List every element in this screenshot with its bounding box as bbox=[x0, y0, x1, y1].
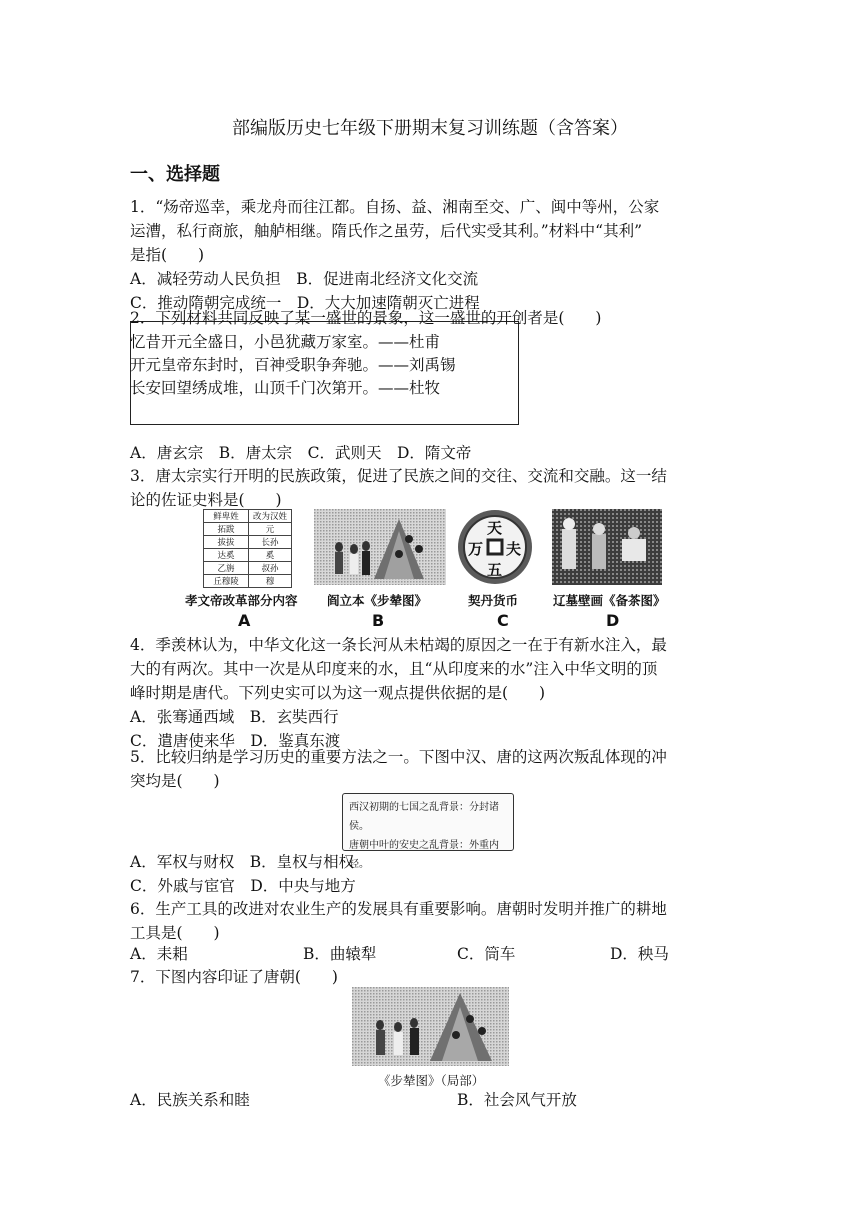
buniantu-detail-image bbox=[352, 987, 509, 1066]
table-cell: 长孙 bbox=[249, 536, 292, 549]
question-1-line: 1．“炀帝巡幸，乘龙舟而往江都。自扬、益、湘南至交、广、闽中等州，公家 bbox=[130, 198, 660, 216]
question-1-line: 运漕，私行商旅，舳舻相继。隋氏作之虽劳，后代实受其利。”材料中“其利” bbox=[130, 222, 643, 240]
question-4-line: 4．季羡林认为，中华文化这一条长河从未枯竭的原因之一在于有新水注入，最 bbox=[130, 636, 667, 654]
question-3-line: 论的佐证史料是( ) bbox=[130, 491, 282, 509]
question-6-option: C．筒车 bbox=[457, 945, 516, 963]
question-1-line: 是指( ) bbox=[130, 246, 205, 264]
question-7-option: A．民族关系和睦 bbox=[130, 1091, 250, 1109]
scroll-line: 唐朝中叶的安史之乱背景：外重内轻。 bbox=[349, 840, 499, 870]
option-letter: C bbox=[497, 611, 509, 630]
coin-character: 夫 bbox=[506, 540, 522, 558]
khitan-coin-image bbox=[457, 509, 533, 585]
tea-mural-image bbox=[552, 509, 662, 585]
question-6-line: 6．生产工具的改进对农业生产的发展具有重要影响。唐朝时发明并推广的耕地 bbox=[130, 900, 667, 918]
scroll-image bbox=[342, 793, 514, 870]
question-4-line: 大的有两次。其中一次是从印度来的水，且“从印度来的水”注入中华文明的顶 bbox=[130, 660, 658, 678]
question-1-option: C．推动隋朝完成统一 D．大大加速隋朝灭亡进程 bbox=[130, 294, 480, 312]
question-7-option: B．社会风气开放 bbox=[457, 1091, 577, 1109]
question-5-line: 5．比较归纳是学习历史的重要方法之一。下图中汉、唐的这两次叛乱体现的冲 bbox=[130, 748, 667, 766]
question-4-option: C．遣唐使来华 D．鉴真东渡 bbox=[130, 732, 341, 750]
table-row bbox=[204, 523, 292, 536]
question-2-options: A．唐玄宗 B．唐太宗 C．武则天 D．隋文帝 bbox=[130, 444, 472, 462]
question-5-option: C．外戚与宦官 D．中央与地方 bbox=[130, 877, 356, 895]
question-2-stem: 2．下列材料共同反映了某一盛世的景象，这一盛世的开创者是( ) bbox=[130, 309, 602, 327]
question-1-option: A．减轻劳动人民负担 B．促进南北经济文化交流 bbox=[130, 270, 479, 288]
poem-line: 长安回望绣成堆，山顶千门次第开。——杜牧 bbox=[130, 379, 441, 397]
surname-table bbox=[203, 509, 292, 588]
question-1 bbox=[130, 195, 732, 315]
image-caption: 孝文帝改革部分内容 bbox=[185, 593, 298, 608]
coin-character: 万 bbox=[468, 540, 484, 558]
question-5-line: 突均是( ) bbox=[130, 772, 220, 790]
buniantu-painting-image bbox=[314, 509, 446, 585]
option-letter: D bbox=[606, 611, 620, 630]
question-6-option: D．秧马 bbox=[610, 945, 669, 963]
image-caption: 《步辇图》（局部） bbox=[378, 1073, 485, 1088]
coin-character: 天 bbox=[487, 519, 503, 537]
table-cell: 乙旃 bbox=[204, 562, 249, 575]
table-row bbox=[204, 575, 292, 588]
coin-character: 五 bbox=[487, 561, 503, 579]
poem-line: 忆昔开元全盛日，小邑犹藏万家室。——杜甫 bbox=[130, 333, 441, 351]
table-cell: 拓跋 bbox=[204, 523, 249, 536]
option-letter: A bbox=[238, 611, 251, 630]
question-5-options bbox=[130, 850, 732, 898]
table-cell: 叔孙 bbox=[249, 562, 292, 575]
scroll-line: 西汉初期的七国之乱背景：分封诸侯。 bbox=[349, 802, 499, 832]
question-6-option: A．耒耜 bbox=[130, 945, 188, 963]
image-caption: 辽墓壁画《备茶图》 bbox=[553, 593, 666, 608]
table-row bbox=[204, 536, 292, 549]
section-heading: 一、选择题 bbox=[130, 164, 220, 185]
question-5-option: A．军权与财权 B．皇权与相权 bbox=[130, 853, 355, 871]
table-cell: 穆 bbox=[249, 575, 292, 588]
surname-table-image bbox=[203, 509, 292, 588]
table-header: 改为汉姓 bbox=[249, 510, 292, 523]
table-cell: 达奚 bbox=[204, 549, 249, 562]
question-3 bbox=[130, 464, 732, 512]
question-4-line: 峰时期是唐代。下列史实可以为这一观点提供依据的是( ) bbox=[130, 684, 546, 702]
page-title: 部编版历史七年级下册期末复习训练题（含答案） bbox=[232, 118, 628, 139]
image-caption: 契丹货币 bbox=[468, 593, 519, 608]
question-6-line: 工具是( ) bbox=[130, 924, 220, 942]
question-6 bbox=[130, 897, 732, 945]
question-5 bbox=[130, 745, 732, 793]
table-cell: 元 bbox=[249, 523, 292, 536]
poem-line: 开元皇帝东封时，百神受职争奔驰。——刘禹锡 bbox=[130, 356, 456, 374]
option-letter: B bbox=[372, 611, 385, 630]
table-row bbox=[204, 549, 292, 562]
question-7-stem: 7．下图内容印证了唐朝( ) bbox=[130, 968, 338, 986]
image-caption: 阎立本《步辇图》 bbox=[327, 593, 428, 608]
table-header: 鲜卑姓 bbox=[204, 510, 249, 523]
table-cell: 奚 bbox=[249, 549, 292, 562]
table-row bbox=[204, 562, 292, 575]
question-3-line: 3．唐太宗实行开明的民族政策，促进了民族之间的交往、交流和交融。这一结 bbox=[130, 467, 667, 485]
question-6-option: B．曲辕犁 bbox=[303, 945, 377, 963]
question-4-option: A．张骞通西域 B．玄奘西行 bbox=[130, 708, 339, 726]
table-cell: 丘穆陵 bbox=[204, 575, 249, 588]
question-4 bbox=[130, 633, 732, 753]
table-cell: 拔拔 bbox=[204, 536, 249, 549]
